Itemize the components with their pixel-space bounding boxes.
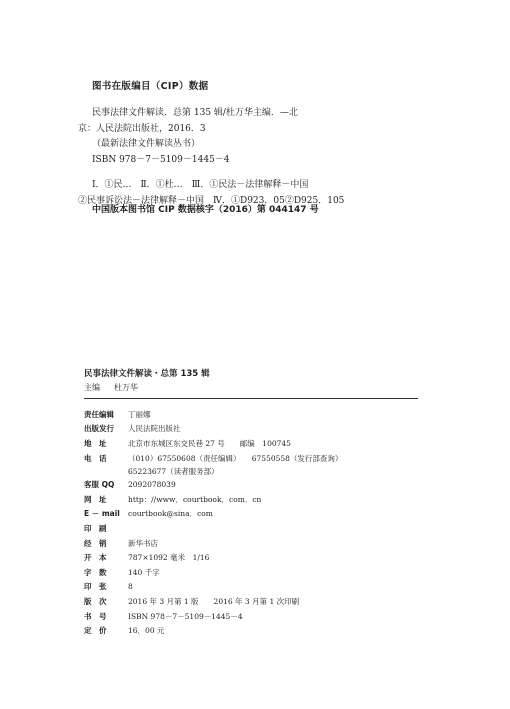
cip-publisher-line: 京：人民法院出版社，2016．3 — [78, 123, 206, 134]
info-label: 经 销 — [84, 538, 107, 548]
cip-subject-line-2: ②民事诉讼法－法律解释－中国 Ⅳ．①D923．05②D925．105 — [78, 195, 345, 206]
cip-record — [78, 106, 418, 209]
book-title: 民事法律文件解读・总第 135 辑 — [84, 369, 210, 379]
editor-label: 主编 — [84, 383, 100, 392]
info-label: 客服 QQ — [84, 480, 115, 490]
info-row-email — [84, 507, 424, 522]
info-value: 2016 年 3 月第 1 版 2016 年 3 月第 1 次印刷 — [128, 596, 300, 606]
info-label: E － mail — [84, 509, 120, 519]
info-row-qq — [84, 477, 424, 492]
info-value: 8 — [128, 582, 133, 592]
editor-name: 杜万华 — [114, 383, 138, 392]
cip-title-line: 民事法律文件解读．总第 135 辑/杜万华主编．—北 — [92, 108, 298, 118]
info-label: 印 张 — [84, 582, 107, 592]
info-row-address — [84, 436, 424, 451]
info-row-editor — [84, 407, 424, 422]
info-label: 责任编辑 — [84, 409, 114, 419]
info-value: 2092078039 — [128, 480, 176, 490]
info-row-printer — [84, 521, 424, 536]
info-label: 出版发行 — [84, 424, 114, 434]
info-row-format — [84, 550, 424, 565]
cip-series-line: （最新法律文件解读丛书） — [92, 139, 201, 149]
info-value: 16．00 元 — [128, 626, 165, 636]
info-label: 地 址 — [84, 438, 107, 448]
info-value: 丁丽娜 — [128, 409, 151, 419]
publication-info-table — [84, 407, 424, 638]
info-label: 版 次 — [84, 596, 107, 606]
info-value: 北京市东城区东交民巷 27 号 邮编 100745 — [128, 438, 291, 448]
info-value: 787×1092 毫米 1/16 — [128, 553, 210, 563]
divider-line — [84, 398, 418, 399]
info-value: 新华书店 — [128, 538, 158, 548]
info-row-isbn — [84, 609, 424, 624]
info-label: 字 数 — [84, 567, 107, 577]
info-label: 电 话 — [84, 453, 107, 463]
info-value: courtbook@sina．com — [128, 509, 213, 519]
cip-verification-number: 中国版本图书馆 CIP 数据核字（2016）第 044147 号 — [92, 205, 319, 215]
info-label: 开 本 — [84, 553, 107, 563]
info-value: （010）67550608（责任编辑） 67550558（发行部查询） — [128, 453, 343, 463]
info-row-distributor — [84, 536, 424, 551]
info-value: 65223677（读者服务部） — [128, 466, 219, 476]
info-row-edition — [84, 594, 424, 609]
info-label: 书 号 — [84, 611, 107, 621]
info-row-price — [84, 623, 424, 638]
info-value: http：//www．courtbook．com．cn — [128, 494, 262, 504]
cip-subject-line-1: Ⅰ．①民… Ⅱ．①杜… Ⅲ．①民法－法律解释－中国 — [92, 180, 309, 190]
info-value: 人民法院出版社 — [128, 424, 181, 434]
info-row-website — [84, 492, 424, 507]
info-row-word-count — [84, 565, 424, 580]
info-label: 印 刷 — [84, 523, 107, 533]
info-label: 定 价 — [84, 626, 107, 636]
cip-heading: 图书在版编目（CIP）数据 — [92, 81, 209, 92]
info-row-phone-2 — [84, 465, 424, 477]
info-row-publisher — [84, 422, 424, 437]
info-label: 网 址 — [84, 494, 107, 504]
info-value: 140 千字 — [128, 567, 160, 577]
info-row-phone — [84, 451, 424, 466]
cip-isbn-line: ISBN 978－7－5109－1445－4 — [92, 154, 230, 165]
info-row-sheets — [84, 580, 424, 595]
book-editor — [84, 382, 138, 393]
info-value: ISBN 978－7－5109－1445－4 — [128, 611, 243, 621]
